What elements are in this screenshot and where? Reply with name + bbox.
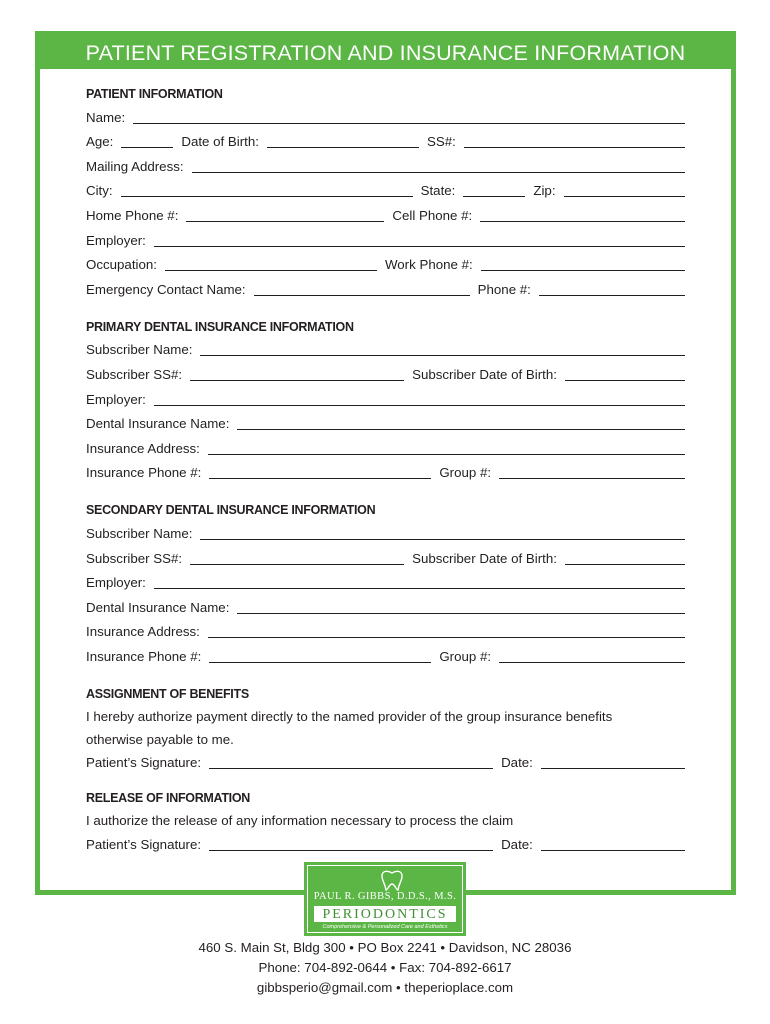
release-date-field[interactable] [541,850,685,851]
secondary-employer-field[interactable] [154,588,685,589]
employer-field[interactable] [154,246,685,247]
primary-subscriber-name-label: Subscriber Name: [86,342,193,358]
primary-group-label: Group #: [439,465,492,481]
city-row [86,179,685,204]
footer [0,938,770,998]
dob-label: Date of Birth: [181,134,259,150]
logo-panel [307,865,463,933]
logo-doctor-name: PAUL R. GIBBS, D.D.S., M.S. [313,891,457,902]
practice-logo [304,862,466,936]
age-field[interactable] [121,147,173,148]
home-phone-field[interactable] [186,221,384,222]
assignment-signature-row [86,751,685,776]
release-heading: RELEASE OF INFORMATION [86,791,250,806]
patient-section [86,84,685,302]
employer-row [86,228,685,253]
name-field[interactable] [133,123,685,124]
city-field[interactable] [121,196,413,197]
emergency-label: Emergency Contact Name: [86,281,246,297]
secondary-insurance-phone-field[interactable] [209,662,431,663]
city-label: City: [86,183,113,199]
secondary-group-label: Group #: [439,648,492,664]
form-content [86,84,685,857]
primary-insurance-phone-field[interactable] [209,478,431,479]
primary-section [86,317,685,486]
work-phone-label: Work Phone #: [384,257,473,273]
emergency-phone-label: Phone #: [477,281,531,297]
release-date-label: Date: [501,837,533,853]
secondary-insurance-phone-label: Insurance Phone #: [86,648,202,664]
secondary-insurance-phone-row [86,644,685,669]
assignment-text-line-2: otherwise payable to me. [86,731,234,747]
ss-field[interactable] [464,147,685,148]
release-signature-field[interactable] [209,850,493,851]
logo-tagline: Comprehensive & Personalized Care and Esthetics [322,924,448,930]
mailing-field[interactable] [192,172,685,173]
release-text: I authorize the release of any information necessary to process the claim [86,813,514,829]
state-field[interactable] [463,196,525,197]
dob-field[interactable] [267,147,419,148]
secondary-group-field[interactable] [499,662,685,663]
secondary-subscriber-ss-row [86,546,685,571]
release-signature-label: Patient’s Signature: [86,837,202,853]
mailing-row [86,154,685,179]
primary-insurance-address-label: Insurance Address: [86,440,200,456]
secondary-subscriber-ss-field[interactable] [190,564,404,565]
occupation-label: Occupation: [86,257,157,273]
patient-heading: PATIENT INFORMATION [86,87,223,101]
secondary-insurance-name-row [86,595,685,620]
occupation-row [86,253,685,278]
cell-phone-label: Cell Phone #: [392,207,473,223]
state-label: State: [420,183,456,199]
assignment-date-label: Date: [501,755,533,771]
logo-practice-name: PERIODONTICS [314,906,456,922]
primary-subscriber-ss-label: Subscriber SS#: [86,366,183,382]
ss-label: SS#: [426,134,456,150]
assignment-heading: ASSIGNMENT OF BENEFITS [86,686,249,701]
footer-contact: gibbsperio@gmail.com • theperioplace.com [256,980,514,995]
primary-group-field[interactable] [499,478,685,479]
zip-field[interactable] [564,196,685,197]
emergency-phone-field[interactable] [539,295,685,296]
secondary-subscriber-dob-field[interactable] [565,564,685,565]
form-title: PATIENT REGISTRATION AND INSURANCE INFORMATION [40,36,731,69]
footer-address: 460 S. Main St, Bldg 300 • PO Box 2241 • Davidson, NC 28036 [198,940,572,955]
primary-subscriber-name-row [86,338,685,363]
secondary-heading: SECONDARY DENTAL INSURANCE INFORMATION [86,503,376,518]
form-frame [35,31,736,895]
name-row [86,105,685,130]
primary-insurance-address-row [86,436,685,461]
primary-insurance-address-field[interactable] [208,454,685,455]
assignment-signature-field[interactable] [209,768,493,769]
primary-employer-field[interactable] [154,405,685,406]
footer-phones: Phone: 704-892-0644 • Fax: 704-892-6617 [258,960,512,975]
tooth-icon [379,870,405,892]
primary-subscriber-ss-row [86,362,685,387]
primary-subscriber-name-field[interactable] [200,355,685,356]
emergency-field[interactable] [254,295,470,296]
secondary-employer-label: Employer: [86,575,146,591]
emergency-row [86,277,685,302]
secondary-insurance-address-field[interactable] [208,637,685,638]
primary-employer-label: Employer: [86,391,146,407]
primary-insurance-name-label: Dental Insurance Name: [86,416,230,432]
secondary-employer-row [86,571,685,596]
secondary-insurance-address-label: Insurance Address: [86,624,200,640]
release-signature-row [86,832,685,857]
assignment-signature-label: Patient’s Signature: [86,755,202,771]
secondary-subscriber-name-field[interactable] [200,539,685,540]
primary-insurance-name-field[interactable] [237,429,685,430]
assignment-date-field[interactable] [541,768,685,769]
secondary-insurance-address-row [86,620,685,645]
secondary-subscriber-name-label: Subscriber Name: [86,525,193,541]
assignment-text-line-1: I hereby authorize payment directly to the named provider of the group insurance benefits [86,708,613,724]
assignment-section [86,684,685,776]
secondary-subscriber-name-row [86,521,685,546]
secondary-subscriber-dob-label: Subscriber Date of Birth: [412,550,557,566]
secondary-subscriber-ss-label: Subscriber SS#: [86,550,183,566]
release-section [86,788,685,857]
zip-label: Zip: [533,183,556,199]
primary-insurance-phone-label: Insurance Phone #: [86,465,202,481]
age-row [86,130,685,155]
name-label: Name: [86,109,126,125]
occupation-field[interactable] [165,270,377,271]
primary-heading: PRIMARY DENTAL INSURANCE INFORMATION [86,319,354,334]
primary-employer-row [86,387,685,412]
primary-insurance-phone-row [86,461,685,486]
cell-phone-field[interactable] [480,221,685,222]
secondary-insurance-name-field[interactable] [237,613,685,614]
mailing-label: Mailing Address: [86,158,184,174]
employer-label: Employer: [86,232,146,248]
work-phone-field[interactable] [481,270,685,271]
home-phone-row [86,203,685,228]
primary-subscriber-dob-field[interactable] [565,380,685,381]
secondary-section [86,500,685,669]
age-label: Age: [86,134,114,150]
primary-insurance-name-row [86,412,685,437]
home-phone-label: Home Phone #: [86,207,179,223]
primary-subscriber-dob-label: Subscriber Date of Birth: [412,366,557,382]
primary-subscriber-ss-field[interactable] [190,380,404,381]
secondary-insurance-name-label: Dental Insurance Name: [86,599,230,615]
